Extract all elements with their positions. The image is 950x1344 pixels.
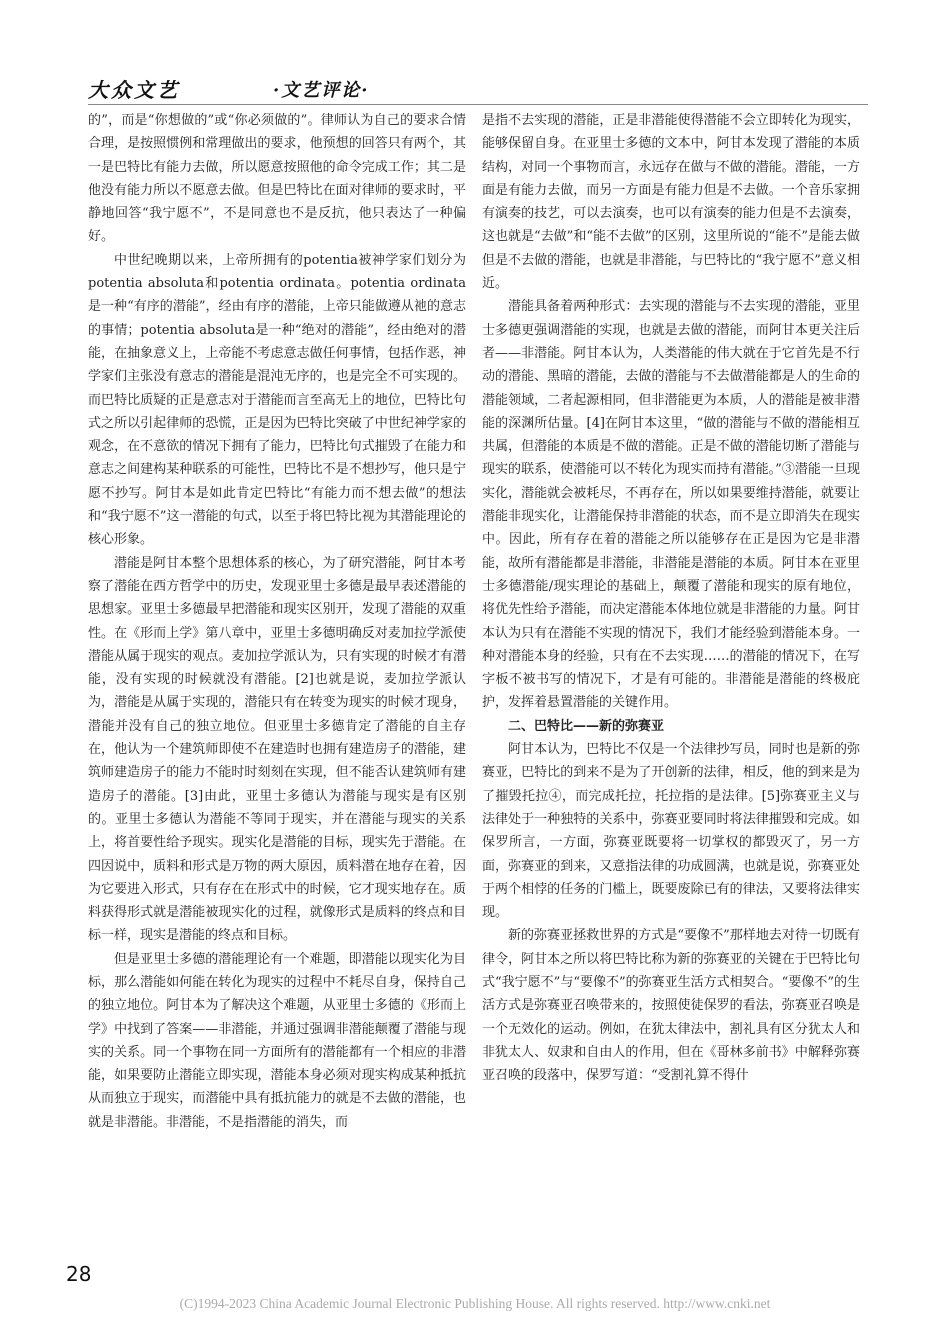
paragraph: 是指不去实现的潜能，正是非潜能使得潜能不会立即转化为现实，能够保留自身。在亚里士多德的文本中，阿甘本发现了潜能的本质结构，对同一个事物而言，永远存在做与不做的潜能。潜能，一方面是有能力去做，而另一方面是有能力但是不去做。一个音乐家拥有演奏的技艺，可以去演奏，也可以有演奏的能力但是不去演奏，这也就是“去做”和“能不去做”的区别，这里所说的“能不”是能去做但是不去做的潜能，也就是非潜能，与巴特比的“我宁愿不”意义相近。 [482,113,860,292]
running-header [88,74,868,100]
header-rule [88,104,868,105]
paragraph: 的”，而是“你想做的”或“你必须做的”。律师认为自己的要求合情合理，是按照惯例和常理做出的要求，他预想的回答只有两个，其一是巴特比有能力去做，所以愿意按照他的命令完成工作；其二是他没有能力所以不愿意去做。但是巴特比在面对律师的要求时，平静地回答“我宁愿不”，不是同意也不是反抗，他只表达了一种偏好。 [88,113,466,245]
page-number: 28 [66,1262,92,1286]
paragraph: 中世纪晚期以来，上帝所拥有的potentia被神学家们划分为potentia absoluta和potentia ordinata。potentia ordinata是一种“有序的潜能”，经由有序的潜能，上帝只能做遵从祂的意志的事情；potentia absoluta是一种“绝对的潜能”，经由绝对的潜能，在抽象意义上，上帝能不考虑意志做任何事情，包括作恶，神学家们主张没有意志的潜能是混沌无序的，也是完全不可实现的。而巴特比质疑的正是意志对于潜能而言至高无上的地位，巴特比句式之所以引起律师的恐慌，正是因为巴特比突破了中世纪神学家的观念，在不意欲的情况下拥有了能力，巴特比句式摧毁了在能力和意志之间建构某种联系的可能性，巴特比不是不想抄写，他只是宁愿不抄写。阿甘本是如此肯定巴特比“有能力而不想去做”的想法和“我宁愿不”这一潜能的句式，以至于将巴特比视为其潜能理论的核心形象。 [88,252,466,548]
paragraph: 潜能是阿甘本整个思想体系的核心，为了研究潜能，阿甘本考察了潜能在西方哲学中的历史，发现亚里士多德是最早表述潜能的思想家。亚里士多德最早把潜能和现实区别开，发现了潜能的双重性。在《形而上学》第八章中，亚里士多德明确反对麦加拉学派使潜能从属于现实的观点。麦加拉学派认为，只有实现的时候才有潜能，没有实现的时候就没有潜能。[2]也就是说，麦加拉学派认为，潜能是从属于实现的，潜能只有在转变为现实的时候才现身，潜能并没有自己的独立地位。但亚里士多德肯定了潜能的自主存在，他认为一个建筑师即使不在建造时也拥有建造房子的潜能，建筑师建造房子的能力不能时时刻刻在实现，但不能否认建筑师有建造房子的潜能。[3]由此，亚里士多德认为潜能与现实是有区别的。亚里士多德认为潜能不等同于现实，并在潜能与现实的关系上，将首要性给予现实。现实化是潜能的目标，现实先于潜能。在四因说中，质料和形式是万物的两大原因，质料潜在地存在着，因为它要进入形式，只有存在在形式中的时候，它才现实地存在。质料获得形式就是潜能被现实化的过程，就像形式是质料的终点和目标一样，现实是潜能的终点和目标。 [88,555,466,944]
paragraph: 但是亚里士多德的潜能理论有一个难题，即潜能以现实化为目标，那么潜能如何能在转化为现实的过程中不耗尽自身，保持自己的独立地位。阿甘本为了解决这个难题，从亚里士多德的《形而上学》中找到了答案——非潜能，并通过强调非潜能颠覆了潜能与现实的关系。同一个事物在同一方面所有的潜能都有一个相应的非潜能，如果要防止潜能立即实现，潜能本身必须对现实构成某种抵抗从而独立于现实，而潜能中具有抵抗能力的就是不去做的潜能，也就是非潜能。非潜能，不是指潜能的消失，而 [88,951,466,1130]
section-title: ·文艺评论· [273,80,370,101]
left-column [88,109,466,1139]
journal-title: 大众文艺 [88,78,180,102]
paragraph: 潜能具备着两种形式：去实现的潜能与不去实现的潜能，亚里士多德更强调潜能的实现，也就是去做的潜能，而阿甘本更关注后者——非潜能。阿甘本认为，人类潜能的伟大就在于它首先是不行动的潜能、黑暗的潜能，去做的潜能与不去做潜能都是人的生命的潜能领域，二者起源相同，但非潜能更为本质，人的潜能是被非潜能的深渊所估量。[4]在阿甘本这里，“做的潜能与不做的潜能相互共属，但潜能的本质是不做的潜能。正是不做的潜能切断了潜能与现实的联系，使潜能可以不转化为现实而持有潜能。”③潜能一旦现实化，潜能就会被耗尽，不再存在，所以如果要维持潜能，就要让潜能非现实化，让潜能保持非潜能的状态，而不是立即消失在现实中。因此，所有存在着的潜能之所以能够存在正是因为它是非潜能，故所有潜能都是非潜能，非潜能是潜能的本质。阿甘本在亚里士多德潜能/现实理论的基础上，颠覆了潜能和现实的原有地位，将优先性给予潜能，而决定潜能本体地位就是非潜能的力量。阿甘本认为只有在潜能不实现的情况下，我们才能经验到潜能本身。一种对潜能本身的经验，只有在不去实现……的潜能的情况下，在写字板不被书写的情况下，才是有可能的。非潜能是潜能的终极庇护，发挥着悬置潜能的关键作用。 [482,299,860,711]
copyright-footer: (C)1994-2023 China Academic Journal Electronic Publishing House. All rights reserved. http://www.cnki.net [179,1296,771,1311]
paragraph: 阿甘本认为，巴特比不仅是一个法律抄写员，同时也是新的弥赛亚，巴特比的到来不是为了开创新的法律，相反，他的到来是为了摧毁托拉④，而完成托拉，托拉指的是法律。[5]弥赛亚主义与法律处于一种独特的关系中，弥赛亚要同时将法律摧毁和完成。如保罗所言，一方面，弥赛亚既要将一切掌权的都毁灭了，另一方面，弥赛亚的到来，又意指法律的功成圆满，也就是说，弥赛亚处于两个相悖的任务的门槛上，既要废除已有的律法，又要将法律实现。 [482,742,860,921]
paragraph: 新的弥赛亚拯救世界的方式是“要像不”那样地去对待一切既有律令，阿甘本之所以将巴特比称为新的弥赛亚的关键在于巴特比句式“我宁愿不”与“要像不”的弥赛亚生活方式相契合。“要像不”的生活方式是弥赛亚召唤带来的，按照使徒保罗的看法，弥赛亚召唤是一个无效化的运动。例如，在犹太律法中，割礼具有区分犹太人和非犹太人、奴隶和自由人的作用，但在《哥林多前书》中解释弥赛亚召唤的段落中，保罗写道：“受割礼算不得什 [482,928,860,1084]
right-column [482,109,860,1139]
section-heading: 二、巴特比——新的弥赛亚 [508,718,665,734]
